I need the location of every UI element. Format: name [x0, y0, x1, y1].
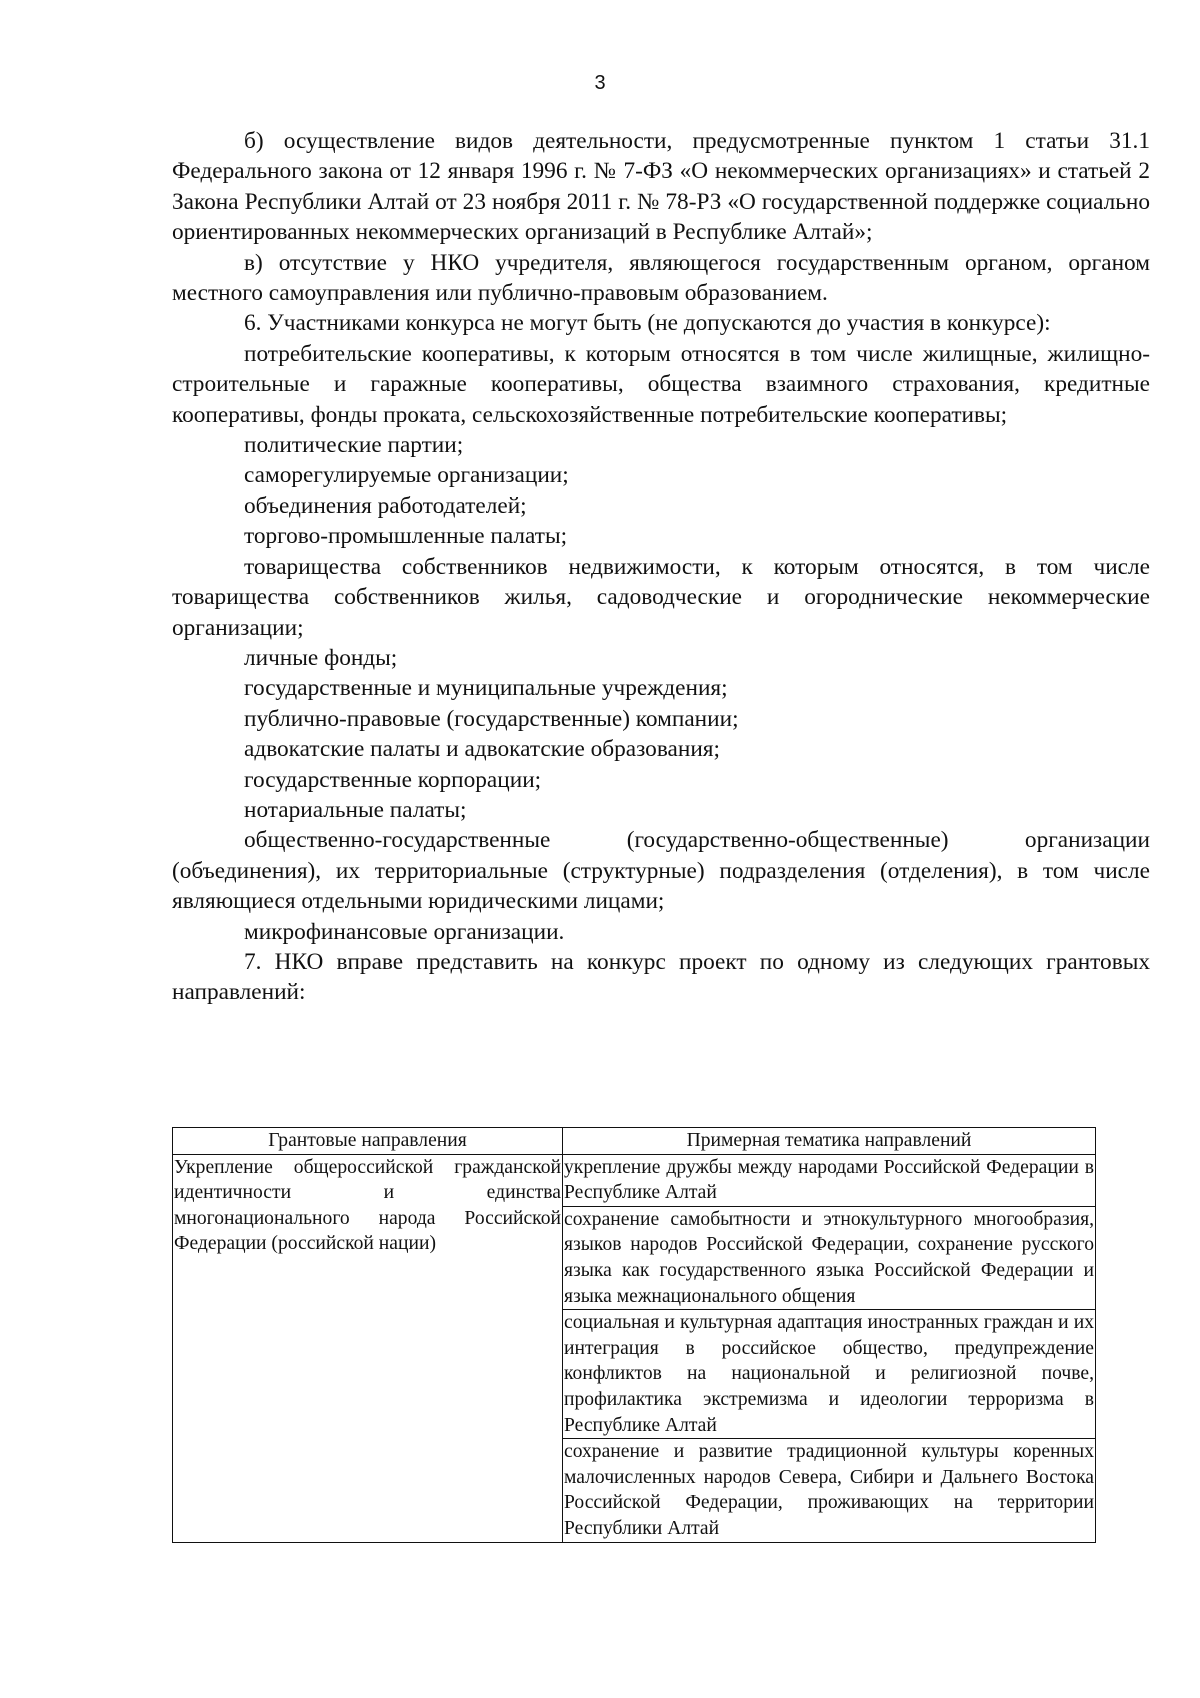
table-cell-topic: укрепление дружбы между народами Российской Федерации в Республике Алтай — [563, 1154, 1096, 1206]
list-item-public-state-organizations: общественно-государственные (государственно-общественные) организации (объединения), их территориальные (структурные) подразделения (отделения), в том числе являющиеся отдельными юридическими лицами; — [172, 827, 1150, 915]
document-body — [172, 126, 1150, 1008]
list-item-employers-associations: объединения работодателей; — [244, 492, 527, 519]
page-number: 3 — [594, 72, 606, 94]
list-item-notary-chambers: нотариальные палаты; — [244, 796, 467, 823]
list-item-personal-funds: личные фонды; — [244, 644, 398, 671]
list-item-bar-chambers: адвокатские палаты и адвокатские образования; — [244, 736, 720, 763]
table-header-row — [173, 1128, 1096, 1155]
list-item-public-law-companies: публично-правовые (государственные) компании; — [244, 705, 739, 732]
paragraph-5v: в) отсутствие у НКО учредителя, являющегося государственным органом, органом местного самоуправления или публично-правовым образованием. — [172, 249, 1150, 307]
list-item-microfinance: микрофинансовые организации. — [244, 918, 565, 945]
table-cell-direction: Укрепление общероссийской гражданской идентичности и единства многонационального народа Российской Федерации (российской нации) — [173, 1154, 563, 1542]
table-header-topics: Примерная тематика направлений — [563, 1128, 1096, 1155]
list-item-self-regulatory: саморегулируемые организации; — [244, 462, 569, 489]
list-item-chambers-of-commerce: торгово-промышленные палаты; — [244, 523, 568, 550]
table-cell-topic: сохранение и развитие традиционной культуры коренных малочисленных народов Севера, Сибири и Дальнего Востока Российской Федерации, проживающих на территории Республики Алтай — [563, 1439, 1096, 1542]
list-item-political-parties: политические партии; — [244, 432, 464, 459]
table-header-directions: Грантовые направления — [173, 1128, 563, 1155]
paragraph-7: 7. НКО вправе представить на конкурс проект по одному из следующих грантовых направлений: — [172, 948, 1150, 1006]
list-item-property-partnerships: товарищества собственников недвижимости, к которым относятся, в том числе товарищества собственников жилья, садоводческие и огороднические некоммерческие организации; — [172, 553, 1150, 641]
paragraph-5b: б) осуществление видов деятельности, предусмотренные пунктом 1 статьи 31.1 Федерального закона от 12 января 1996 г. № 7-ФЗ «О некоммерческих организациях» и статьей 2 Закона Республики Алтай от 23 ноября 2011 г. № 78-РЗ «О государственной поддержке социально ориентированных некоммерческих организаций в Республике Алтай»; — [172, 128, 1150, 246]
list-item-consumer-cooperatives: потребительские кооперативы, к которым относятся в том числе жилищные, жилищно-строительные и гаражные кооперативы, общества взаимного страхования, кредитные кооперативы, фонды проката, сельскохозяйственные потребительские кооперативы; — [172, 340, 1150, 428]
grant-directions-table — [172, 1127, 1096, 1543]
table-cell-topic: сохранение самобытности и этнокультурного многообразия, языков народов Российской Федерации, сохранение русского языка как государственного языка Российской Федерации и языка межнационального общения — [563, 1206, 1096, 1309]
table-row — [173, 1154, 1096, 1206]
paragraph-6: 6. Участниками конкурса не могут быть (не допускаются до участия в конкурсе): — [244, 310, 1051, 337]
table-cell-topic: социальная и культурная адаптация иностранных граждан и их интеграция в российское общество, предупреждение конфликтов на национальной и религиозной почве, профилактика экстремизма и идеологии терроризма в Республике Алтай — [563, 1310, 1096, 1439]
list-item-state-corporations: государственные корпорации; — [244, 766, 542, 793]
list-item-state-institutions: государственные и муниципальные учреждения; — [244, 675, 728, 702]
